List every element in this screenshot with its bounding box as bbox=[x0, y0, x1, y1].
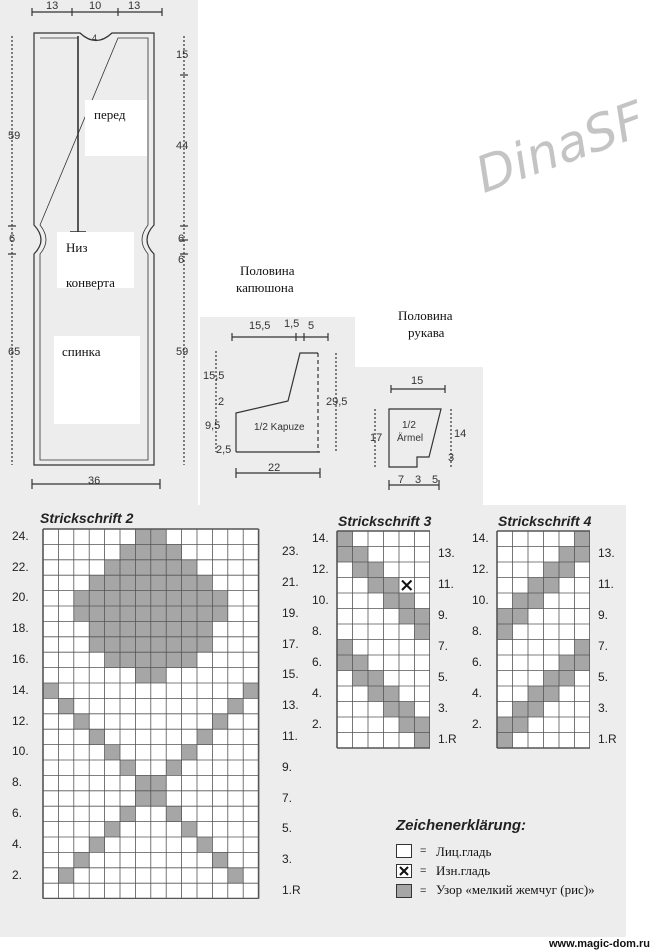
row-label-left: 12. bbox=[472, 561, 489, 576]
filled-stitch-cell bbox=[43, 683, 58, 698]
filled-stitch-cell bbox=[135, 637, 150, 652]
chart3-title: Strickschrift 3 bbox=[338, 513, 432, 529]
filled-stitch-cell bbox=[182, 575, 197, 590]
legend-eq-1: = bbox=[420, 845, 427, 857]
filled-stitch-cell bbox=[353, 655, 369, 671]
row-label-left: 2. bbox=[12, 867, 23, 882]
filled-stitch-cell bbox=[58, 698, 73, 713]
filled-stitch-cell bbox=[197, 575, 212, 590]
filled-stitch-cell bbox=[151, 637, 166, 652]
filled-stitch-cell bbox=[135, 575, 150, 590]
row-label-right: 11. bbox=[438, 577, 454, 592]
filled-stitch-cell bbox=[120, 544, 135, 559]
row-label-right: 1.R bbox=[282, 882, 301, 897]
filled-stitch-cell bbox=[120, 652, 135, 667]
filled-stitch-cell bbox=[559, 671, 575, 687]
filled-stitch-cell bbox=[243, 683, 258, 698]
row-label-right: 23. bbox=[282, 544, 299, 559]
row-label-left: 10. bbox=[12, 744, 29, 759]
right-dim-5: 59 bbox=[176, 346, 189, 358]
site-url: www.magic-dom.ru bbox=[548, 938, 650, 950]
chart-3-grid bbox=[336, 530, 430, 764]
legend-cross-symbol bbox=[396, 864, 412, 878]
filled-stitch-cell bbox=[559, 562, 575, 578]
filled-stitch-cell bbox=[151, 575, 166, 590]
filled-stitch-cell bbox=[120, 760, 135, 775]
filled-stitch-cell bbox=[399, 702, 415, 718]
hood-drawing bbox=[200, 317, 355, 505]
filled-stitch-cell bbox=[166, 591, 181, 606]
filled-stitch-cell bbox=[105, 575, 120, 590]
bottom-dim: 36 bbox=[88, 475, 101, 487]
filled-stitch-cell bbox=[197, 729, 212, 744]
filled-stitch-cell bbox=[497, 609, 513, 625]
filled-stitch-cell bbox=[197, 621, 212, 636]
hood-dim-bottom: 22 bbox=[268, 462, 281, 474]
filled-stitch-cell bbox=[528, 578, 544, 594]
filled-stitch-cell bbox=[120, 591, 135, 606]
filled-stitch-cell bbox=[212, 714, 227, 729]
filled-stitch-cell bbox=[368, 562, 384, 578]
filled-stitch-cell bbox=[513, 702, 529, 718]
row-label-left: 24. bbox=[12, 528, 29, 543]
legend-eq-2: = bbox=[420, 865, 427, 877]
filled-stitch-cell bbox=[368, 686, 384, 702]
row-label-right: 13. bbox=[282, 698, 299, 713]
row-label-right: 7. bbox=[282, 790, 293, 805]
filled-stitch-cell bbox=[89, 729, 104, 744]
filled-stitch-cell bbox=[228, 868, 243, 883]
filled-stitch-cell bbox=[197, 606, 212, 621]
chart2-title: Strickschrift 2 bbox=[40, 510, 134, 526]
filled-stitch-cell bbox=[197, 837, 212, 852]
sleeve-dim-top: 15 bbox=[411, 375, 424, 387]
row-label-right: 21. bbox=[282, 574, 299, 589]
filled-stitch-cell bbox=[151, 560, 166, 575]
filled-stitch-cell bbox=[182, 606, 197, 621]
row-label-right: 5. bbox=[282, 821, 293, 836]
filled-stitch-cell bbox=[151, 668, 166, 683]
hood-dim-left-3: 9,5 bbox=[205, 420, 221, 432]
filled-stitch-cell bbox=[399, 717, 415, 733]
filled-stitch-cell bbox=[105, 606, 120, 621]
hood-label: 1/2 Kapuze bbox=[254, 422, 305, 433]
row-label-right: 9. bbox=[438, 608, 449, 623]
hood-dim-left-1: 15,5 bbox=[203, 370, 225, 382]
filled-stitch-cell bbox=[151, 775, 166, 790]
row-label-left: 10. bbox=[472, 592, 489, 607]
filled-stitch-cell bbox=[337, 655, 353, 671]
filled-stitch-cell bbox=[151, 529, 166, 544]
row-label-right: 3. bbox=[438, 701, 449, 716]
hood-dim-left-4: 2,5 bbox=[216, 444, 232, 456]
row-label-right: 7. bbox=[598, 639, 609, 654]
row-label-right: 15. bbox=[282, 667, 299, 682]
neck-dim: 4 bbox=[92, 33, 98, 43]
row-label-right: 5. bbox=[438, 670, 449, 685]
row-label-left: 12. bbox=[312, 561, 329, 576]
row-label-left: 10. bbox=[312, 592, 329, 607]
chart-2-grid bbox=[42, 528, 272, 899]
hood-dim-right: 29,5 bbox=[326, 396, 348, 408]
hood-dim-left-2: 2 bbox=[218, 396, 225, 408]
row-label-right: 19. bbox=[282, 605, 299, 620]
filled-stitch-cell bbox=[135, 544, 150, 559]
filled-stitch-cell bbox=[497, 624, 513, 640]
row-label-left: 2. bbox=[312, 716, 323, 731]
filled-stitch-cell bbox=[197, 637, 212, 652]
filled-stitch-cell bbox=[89, 621, 104, 636]
row-label-left: 8. bbox=[312, 623, 323, 638]
hood-title-1: Половина bbox=[240, 263, 295, 278]
filled-stitch-cell bbox=[513, 609, 529, 625]
filled-stitch-cell bbox=[105, 637, 120, 652]
row-label-left: 8. bbox=[472, 623, 483, 638]
filled-stitch-cell bbox=[135, 591, 150, 606]
filled-stitch-cell bbox=[212, 591, 227, 606]
filled-stitch-cell bbox=[415, 624, 431, 640]
filled-stitch-cell bbox=[384, 702, 400, 718]
filled-stitch-cell bbox=[544, 671, 560, 687]
filled-stitch-cell bbox=[399, 593, 415, 609]
hood-dim-top-2: 1,5 bbox=[284, 318, 300, 330]
filled-stitch-cell bbox=[415, 733, 431, 749]
filled-stitch-cell bbox=[528, 593, 544, 609]
back-label: спинка bbox=[62, 344, 101, 359]
legend-filled-symbol bbox=[396, 884, 412, 898]
filled-stitch-cell bbox=[135, 560, 150, 575]
filled-stitch-cell bbox=[353, 547, 369, 563]
filled-stitch-cell bbox=[105, 591, 120, 606]
filled-stitch-cell bbox=[544, 562, 560, 578]
filled-stitch-cell bbox=[415, 609, 431, 625]
filled-stitch-cell bbox=[74, 591, 89, 606]
row-label-right: 17. bbox=[282, 636, 299, 651]
filled-stitch-cell bbox=[151, 621, 166, 636]
row-label-left: 14. bbox=[312, 530, 329, 545]
filled-stitch-cell bbox=[337, 547, 353, 563]
filled-stitch-cell bbox=[182, 560, 197, 575]
filled-stitch-cell bbox=[74, 606, 89, 621]
filled-stitch-cell bbox=[151, 606, 166, 621]
filled-stitch-cell bbox=[166, 575, 181, 590]
filled-stitch-cell bbox=[337, 640, 353, 656]
row-label-left: 22. bbox=[12, 559, 29, 574]
row-label-left: 4. bbox=[312, 685, 323, 700]
filled-stitch-cell bbox=[105, 822, 120, 837]
filled-stitch-cell bbox=[105, 621, 120, 636]
filled-stitch-cell bbox=[89, 837, 104, 852]
filled-stitch-cell bbox=[105, 745, 120, 760]
row-label-left: 8. bbox=[12, 775, 23, 790]
legend-text-2: Изн.гладь bbox=[436, 863, 491, 878]
legend-empty-symbol bbox=[396, 844, 412, 858]
row-label-left: 18. bbox=[12, 621, 29, 636]
row-label-right: 9. bbox=[282, 759, 293, 774]
row-label-left: 14. bbox=[12, 682, 29, 697]
filled-stitch-cell bbox=[544, 686, 560, 702]
legend-eq-3: = bbox=[420, 885, 427, 897]
filled-stitch-cell bbox=[497, 717, 513, 733]
row-label-right: 13. bbox=[598, 546, 615, 561]
filled-stitch-cell bbox=[120, 621, 135, 636]
right-dim-3: 6 bbox=[178, 233, 185, 245]
row-label-left: 12. bbox=[12, 713, 29, 728]
sleeve-dim-right-2: 3 bbox=[448, 452, 455, 464]
filled-stitch-cell bbox=[513, 593, 529, 609]
sleeve-dim-right-1: 14 bbox=[454, 428, 467, 440]
sleeve-title-1: Половина bbox=[398, 308, 453, 323]
filled-stitch-cell bbox=[120, 575, 135, 590]
filled-stitch-cell bbox=[105, 652, 120, 667]
filled-stitch-cell bbox=[575, 655, 591, 671]
filled-stitch-cell bbox=[182, 822, 197, 837]
filled-stitch-cell bbox=[353, 671, 369, 687]
bottom-label-1: Низ bbox=[66, 240, 88, 255]
filled-stitch-cell bbox=[575, 640, 591, 656]
filled-stitch-cell bbox=[58, 868, 73, 883]
legend-text-3: Узор «мелкий жемчуг (рис)» bbox=[436, 882, 595, 897]
row-label-right: 1.R bbox=[598, 732, 617, 747]
sleeve-dim-bottom-1: 7 bbox=[398, 474, 405, 486]
chart4-title: Strickschrift 4 bbox=[498, 513, 592, 529]
right-dim-1: 15 bbox=[176, 49, 189, 61]
filled-stitch-cell bbox=[120, 560, 135, 575]
filled-stitch-cell bbox=[135, 529, 150, 544]
filled-stitch-cell bbox=[89, 575, 104, 590]
filled-stitch-cell bbox=[384, 686, 400, 702]
filled-stitch-cell bbox=[166, 760, 181, 775]
filled-stitch-cell bbox=[528, 702, 544, 718]
filled-stitch-cell bbox=[182, 637, 197, 652]
filled-stitch-cell bbox=[105, 560, 120, 575]
filled-stitch-cell bbox=[120, 806, 135, 821]
filled-stitch-cell bbox=[151, 591, 166, 606]
filled-stitch-cell bbox=[559, 547, 575, 563]
filled-stitch-cell bbox=[166, 544, 181, 559]
filled-stitch-cell bbox=[212, 606, 227, 621]
filled-stitch-cell bbox=[74, 714, 89, 729]
chart-4-grid bbox=[496, 530, 590, 764]
row-label-right: 7. bbox=[438, 639, 449, 654]
filled-stitch-cell bbox=[135, 668, 150, 683]
filled-stitch-cell bbox=[89, 606, 104, 621]
filled-stitch-cell bbox=[89, 591, 104, 606]
filled-stitch-cell bbox=[575, 547, 591, 563]
sleeve-title-2: рукава bbox=[408, 325, 445, 340]
sleeve-label-1: 1/2 bbox=[402, 420, 416, 431]
filled-stitch-cell bbox=[528, 686, 544, 702]
filled-stitch-cell bbox=[89, 637, 104, 652]
filled-stitch-cell bbox=[228, 698, 243, 713]
row-label-left: 2. bbox=[472, 716, 483, 731]
hood-title-2: капюшона bbox=[236, 280, 294, 295]
filled-stitch-cell bbox=[166, 652, 181, 667]
row-label-left: 6. bbox=[12, 805, 23, 820]
filled-stitch-cell bbox=[497, 733, 513, 749]
filled-stitch-cell bbox=[135, 652, 150, 667]
top-dim-left: 13 bbox=[46, 0, 59, 12]
filled-stitch-cell bbox=[353, 562, 369, 578]
left-dim-back: 65 bbox=[8, 346, 21, 358]
filled-stitch-cell bbox=[166, 560, 181, 575]
left-dim-waist: 6 bbox=[9, 233, 16, 245]
filled-stitch-cell bbox=[182, 652, 197, 667]
front-label: перед bbox=[94, 107, 126, 122]
hood-dim-top-1: 15,5 bbox=[249, 320, 271, 332]
filled-stitch-cell bbox=[337, 531, 353, 547]
row-label-right: 1.R bbox=[438, 732, 457, 747]
bottom-label-2: конверта bbox=[66, 275, 115, 290]
hood-dim-top-3: 5 bbox=[308, 320, 315, 332]
row-label-right: 11. bbox=[598, 577, 614, 592]
filled-stitch-cell bbox=[135, 621, 150, 636]
filled-stitch-cell bbox=[135, 775, 150, 790]
filled-stitch-cell bbox=[135, 606, 150, 621]
filled-stitch-cell bbox=[151, 544, 166, 559]
filled-stitch-cell bbox=[166, 637, 181, 652]
sleeve-dim-left: 17 bbox=[370, 432, 383, 444]
filled-stitch-cell bbox=[120, 606, 135, 621]
left-dim-front: 59 bbox=[8, 130, 21, 142]
filled-stitch-cell bbox=[74, 852, 89, 867]
sleeve-dim-bottom-3: 5 bbox=[432, 474, 439, 486]
filled-stitch-cell bbox=[559, 655, 575, 671]
filled-stitch-cell bbox=[135, 791, 150, 806]
watermark-text: DinaSF bbox=[468, 90, 653, 205]
row-label-right: 3. bbox=[598, 701, 609, 716]
filled-stitch-cell bbox=[384, 578, 400, 594]
row-label-left: 4. bbox=[472, 685, 483, 700]
row-label-right: 3. bbox=[282, 852, 293, 867]
filled-stitch-cell bbox=[120, 637, 135, 652]
legend-title: Zeichenerklärung: bbox=[396, 817, 527, 834]
right-dim-2: 44 bbox=[176, 140, 189, 152]
row-label-left: 16. bbox=[12, 651, 29, 666]
filled-stitch-cell bbox=[166, 621, 181, 636]
row-label-left: 6. bbox=[472, 654, 483, 669]
row-label-left: 6. bbox=[312, 654, 323, 669]
legend-text-1: Лиц.гладь bbox=[436, 844, 492, 859]
row-label-right: 9. bbox=[598, 608, 609, 623]
row-label-left: 20. bbox=[12, 590, 29, 605]
row-label-right: 5. bbox=[598, 670, 609, 685]
sleeve-label-2: Ärmel bbox=[397, 433, 424, 444]
sleeve-dim-bottom-2: 3 bbox=[415, 474, 422, 486]
filled-stitch-cell bbox=[384, 593, 400, 609]
filled-stitch-cell bbox=[166, 806, 181, 821]
filled-stitch-cell bbox=[151, 791, 166, 806]
top-dim-right: 13 bbox=[128, 0, 141, 12]
row-label-right: 11. bbox=[282, 728, 298, 743]
filled-stitch-cell bbox=[166, 606, 181, 621]
filled-stitch-cell bbox=[182, 621, 197, 636]
row-label-left: 14. bbox=[472, 530, 489, 545]
filled-stitch-cell bbox=[212, 852, 227, 867]
filled-stitch-cell bbox=[182, 745, 197, 760]
row-label-left: 4. bbox=[12, 836, 23, 851]
filled-stitch-cell bbox=[368, 671, 384, 687]
top-dim-middle: 10 bbox=[89, 0, 102, 12]
filled-stitch-cell bbox=[415, 717, 431, 733]
filled-stitch-cell bbox=[197, 591, 212, 606]
filled-stitch-cell bbox=[513, 717, 529, 733]
right-dim-4: 6 bbox=[178, 254, 185, 266]
filled-stitch-cell bbox=[151, 652, 166, 667]
filled-stitch-cell bbox=[368, 578, 384, 594]
filled-stitch-cell bbox=[182, 591, 197, 606]
filled-stitch-cell bbox=[399, 609, 415, 625]
filled-stitch-cell bbox=[575, 531, 591, 547]
row-label-right: 13. bbox=[438, 546, 455, 561]
filled-stitch-cell bbox=[544, 578, 560, 594]
